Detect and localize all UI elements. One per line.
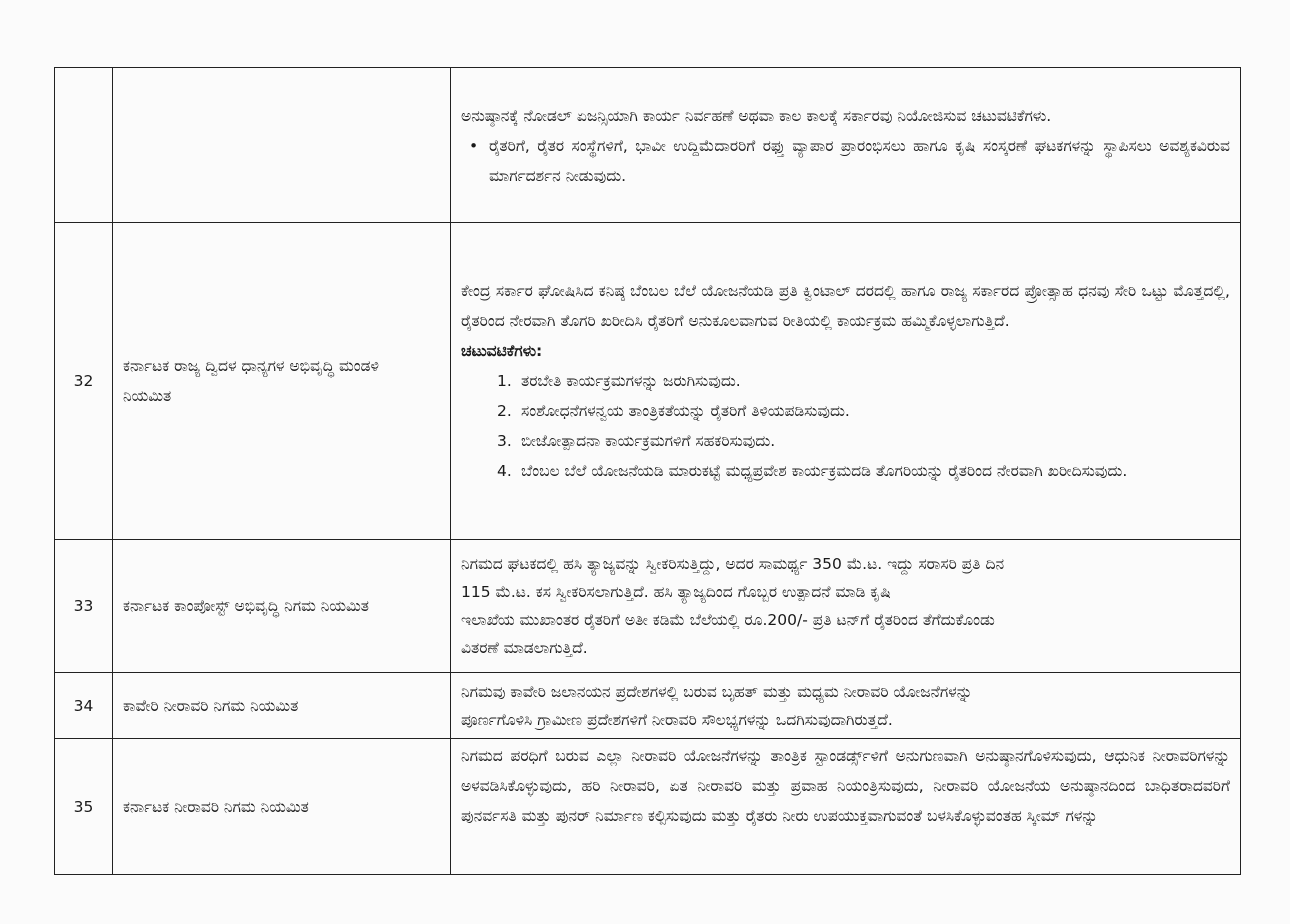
list-item-text: ತರಬೇತಿ ಕಾರ್ಯಕ್ರಮಗಳನ್ನು ಜರುಗಿಸುವುದು.: [521, 372, 741, 390]
row-description: [451, 223, 1241, 540]
row-description: [451, 68, 1241, 223]
row-number: [55, 68, 113, 223]
list-item: [461, 131, 1230, 191]
agency-name: ಕಾವೇರಿ ನೀರಾವರಿ ನಿಗಮ ನಿಯಮಿತ: [113, 673, 451, 739]
row-number: 32: [55, 223, 113, 540]
row-description: [451, 540, 1241, 673]
row-number: 35: [55, 739, 113, 875]
table-row: [55, 540, 1241, 673]
agency-name: ಕರ್ನಾಟಕ ನೀರಾವರಿ ನಿಗಮ ನಿಯಮಿತ: [113, 739, 451, 875]
text-line: 115 ಮೆ.ಟ. ಕಸ ಸ್ವೀಕರಿಸಲಾಗುತ್ತಿದೆ. ಹಸಿ ತ್ಯಾಜ್ಯದಿಂದ ಗೊಬ್ಬರ ಉತ್ಪಾದನೆ ಮಾಡಿ ಕೃಷಿ: [461, 583, 891, 601]
list-item: [461, 426, 1230, 456]
table-row: [55, 673, 1241, 739]
text-line: ನಿಗಮದ ಘಟಕದಲ್ಲಿ ಹಸಿ ತ್ಯಾಜ್ಯವನ್ನು ಸ್ವೀಕರಿಸುತ್ತಿದ್ದು, ಅದರ ಸಾಮರ್ಥ್ಯ 350 ಮೆ.ಟ. ಇದ್ದು ಸರಾಸರಿ ಪ್ರತಿ ದಿನ: [461, 555, 1005, 573]
row-description: [451, 673, 1241, 739]
item-number: 3.: [497, 432, 512, 450]
activities-heading: ಚಟುವಟಿಕೆಗಳು:: [461, 342, 543, 360]
list-item: [461, 396, 1230, 426]
row-number: 34: [55, 673, 113, 739]
item-number: 4.: [497, 462, 512, 480]
row-number: 33: [55, 540, 113, 673]
item-number: 1.: [497, 372, 512, 390]
bullet-list: [461, 131, 1230, 191]
table-row: [55, 739, 1241, 875]
list-item: [461, 456, 1230, 486]
list-item-text: ಬೆಂಬಲ ಬೆಲೆ ಯೋಜನೆಯಡಿ ಮಾರುಕಟ್ಟೆ ಮಧ್ಯಪ್ರವೇಶ ಕಾರ್ಯಕ್ರಮದಡಿ ತೊಗರಿಯನ್ನು ರೈತರಿಂದ ನೇರವಾಗಿ ಖರೀದಿಸುವುದು.: [521, 462, 1128, 480]
bullet-icon: •: [469, 137, 479, 155]
text-line: ಇಲಾಖೆಯ ಮುಖಾಂತರ ರೈತರಿಗೆ ಅತೀ ಕಡಿಮೆ ಬೆಲೆಯಲ್ಲಿ ರೂ.200/- ಪ್ರತಿ ಟನ್‌ಗೆ ರೈತರಿಂದ ತೆಗೆದುಕೊಂಡು: [461, 611, 995, 629]
item-number: 2.: [497, 402, 512, 420]
list-item-text: ಬೀಜೋತ್ಪಾದನಾ ಕಾರ್ಯಕ್ರಮಗಳಿಗೆ ಸಹಕರಿಸುವುದು.: [521, 432, 776, 450]
agency-name: ಕರ್ನಾಟಕ ರಾಜ್ಯ ದ್ವಿದಳ ಧಾನ್ಯಗಳ ಅಭಿವೃದ್ಧಿ ಮಂಡಳಿ ನಿಯಮಿತ: [113, 223, 451, 540]
paragraph: ನಿಗಮದ ಪರಧಿಗೆ ಬರುವ ಎಲ್ಲಾ ನೀರಾವರಿ ಯೋಜನೆಗಳನ್ನು ತಾಂತ್ರಿಕ ಸ್ಟಾಂಡರ್ಡ್ಸ್‌ಳಿಗೆ ಅನುಗುಣವಾಗಿ ಅನುಷ್ಠಾನಗೊಳಿಸುವುದು, ಆಧುನಿಕ ನೀರಾವರಿಗಳನ್ನು ಅಳವಡಿಸಿಕೊಳ್ಳುವುದು, ಹರಿ ನೀರಾವರಿ, ಏತ ನೀರಾವರಿ ಮತ್ತು ಪ್ರವಾಹ ನಿಯಂತ್ರಿಸುವುದು, ನೀರಾವರಿ ಯೋಜನೆಯ ಅನುಷ್ಠಾನದಿಂದ ಬಾಧಿತರಾದವರಿಗೆ ಪುನರ್ವಸತಿ ಮತ್ತು ಪುನರ್ ನಿರ್ಮಾಣ ಕಲ್ಪಿಸುವುದು ಮತ್ತು ರೈತರು ನೀರು ಉಪಯುಕ್ತವಾಗುವಂತೆ ಬಳಸಿಕೊಳ್ಳುವಂತಹ ಸ್ಕೀಮ್ ಗಳನ್ನು: [461, 746, 1230, 825]
paragraph: ಅನುಷ್ಠಾನಕ್ಕೆ ನೋಡಲ್ ಏಜನ್ಸಿಯಾಗಿ ಕಾರ್ಯ ನಿರ್ವಹಣೆ ಅಥವಾ ಕಾಲ ಕಾಲಕ್ಕೆ ಸರ್ಕಾರವು ನಿಯೋಜಿಸುವ ಚಟುವಟಿಕೆಗಳು.: [461, 107, 1052, 125]
numbered-list: [461, 366, 1230, 486]
table-row: [55, 68, 1241, 223]
list-item-text: ರೈತರಿಗೆ, ರೈತರ ಸಂಸ್ಥೆಗಳಿಗೆ, ಭಾವೀ ಉದ್ದಿಮೆದಾರರಿಗೆ ರಫ್ತು ವ್ಯಾಪಾರ ಪ್ರಾರಂಭಿಸಲು ಹಾಗೂ ಕೃಷಿ ಸಂಸ್ಕರಣೆ ಘಟಕಗಳನ್ನು ಸ್ಥಾಪಿಸಲು ಅವಶ್ಯಕವಿರುವ ಮಾರ್ಗದರ್ಶನ ನೀಡುವುದು.: [489, 137, 1230, 185]
text-line: ನಿಗಮವು ಕಾವೇರಿ ಜಲಾನಯನ ಪ್ರದೇಶಗಳಲ್ಲಿ ಬರುವ ಬೃಹತ್ ಮತ್ತು ಮಧ್ಯಮ ನೀರಾವರಿ ಯೋಜನೆಗಳನ್ನು: [461, 682, 973, 701]
list-item: [461, 366, 1230, 396]
agency-name: [113, 68, 451, 223]
table-row: [55, 223, 1241, 540]
document-table: [54, 67, 1241, 875]
text-line: ಪೂರ್ಣಗೊಳಿಸಿ ಗ್ರಾಮೀಣ ಪ್ರದೇಶಗಳಿಗೆ ನೀರಾವರಿ ಸೌಲಭ್ಯಗಳನ್ನು ಒದಗಿಸುವುದಾಗಿರುತ್ತದೆ.: [461, 710, 893, 729]
text-line: ವಿತರಣೆ ಮಾಡಲಾಗುತ್ತಿದೆ.: [461, 639, 588, 657]
agency-name: ಕರ್ನಾಟಕ ಕಾಂಪೋಸ್ಟ್ ಅಭಿವೃದ್ಧಿ ನಿಗಮ ನಿಯಮಿತ: [113, 540, 451, 673]
row-description: [451, 739, 1241, 875]
list-item-text: ಸಂಶೋಧನೆಗಳನ್ವಯ ತಾಂತ್ರಿಕತೆಯನ್ನು ರೈತರಿಗೆ ತಿಳಿಯಪಡಿಸುವುದು.: [521, 402, 850, 420]
paragraph: ಕೇಂದ್ರ ಸರ್ಕಾರ ಘೋಷಿಸಿದ ಕನಿಷ್ಠ ಬೆಂಬಲ ಬೆಲೆ ಯೋಜನೆಯಡಿ ಪ್ರತಿ ಕ್ವಿಂಟಾಲ್ ದರದಲ್ಲಿ ಹಾಗೂ ರಾಜ್ಯ ಸರ್ಕಾರದ ಪ್ರೋತ್ಸಾಹ ಧನವು ಸೇರಿ ಒಟ್ಟು ಮೊತ್ತದಲ್ಲಿ, ರೈತರಿಂದ ನೇರವಾಗಿ ತೊಗರಿ ಖರೀದಿಸಿ ರೈತರಿಗೆ ಅನುಕೂಲವಾಗುವ ರೀತಿಯಲ್ಲಿ ಕಾರ್ಯಕ್ರಮ ಹಮ್ಮಿಕೊಳ್ಳಲಾಗುತ್ತಿದೆ.: [461, 282, 1230, 330]
